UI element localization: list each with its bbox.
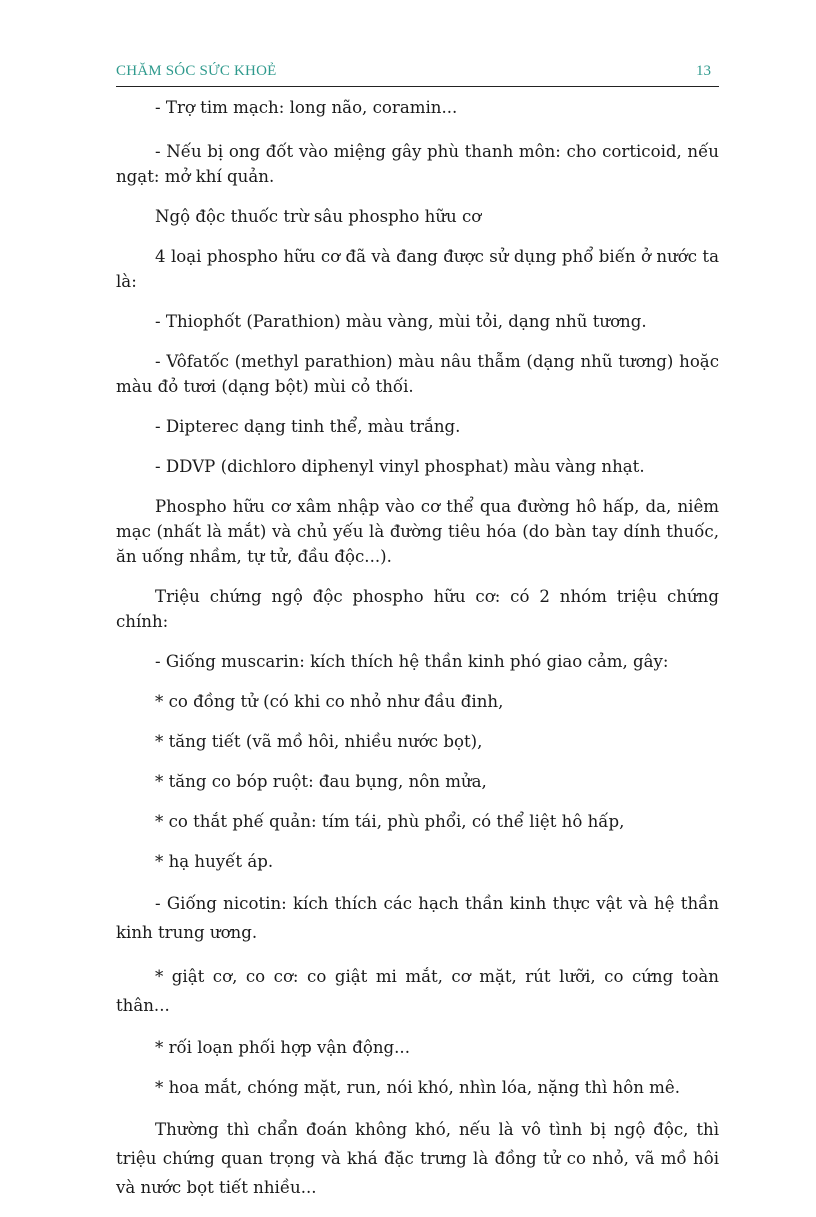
paragraph: Triệu chứng ngộ độc phospho hữu cơ: có 2 nhóm triệu chứng chính: bbox=[116, 587, 719, 631]
list-item: * tăng tiết (vã mồ hôi, nhiều nước bọt), bbox=[155, 732, 483, 751]
running-header bbox=[116, 60, 719, 87]
page-body bbox=[116, 95, 719, 1217]
list-item: * rối loạn phối hợp vận động... bbox=[155, 1038, 410, 1057]
paragraph: 4 loại phospho hữu cơ đã và đang được sử dụng phổ biến ở nước ta là: bbox=[116, 247, 719, 291]
list-item: - Giống muscarin: kích thích hệ thần kinh phó giao cảm, gây: bbox=[155, 652, 669, 671]
paragraph: - Trợ tim mạch: long não, coramin... bbox=[155, 98, 458, 117]
page-number: 13 bbox=[696, 63, 711, 79]
paragraph: Phospho hữu cơ xâm nhập vào cơ thể qua đường hô hấp, da, niêm mạc (nhất là mắt) và chủ yếu là đường tiêu hóa (do bàn tay dính thuốc, ăn uống nhầm, tự tử, đầu độc...). bbox=[116, 497, 719, 566]
list-item: - Thiophốt (Parathion) màu vàng, mùi tỏi, dạng nhũ tương. bbox=[155, 312, 647, 331]
section-heading: Ngộ độc thuốc trừ sâu phospho hữu cơ bbox=[155, 207, 482, 226]
list-item: * tăng co bóp ruột: đau bụng, nôn mửa, bbox=[155, 772, 487, 791]
list-item: * hạ huyết áp. bbox=[155, 852, 274, 871]
list-item: * hoa mắt, chóng mặt, run, nói khó, nhìn lóa, nặng thì hôn mê. bbox=[155, 1078, 681, 1097]
paragraph: - Nếu bị ong đốt vào miệng gây phù thanh môn: cho corticoid, nếu ngạt: mở khí quản. bbox=[116, 142, 719, 186]
list-item: * giật cơ, co cơ: co giật mi mắt, cơ mặt, rút lưỡi, co cứng toàn thân... bbox=[116, 967, 719, 1015]
paragraph: Thường thì chẩn đoán không khó, nếu là vô tình bị ngộ độc, thì triệu chứng quan trọng và khá đặc trưng là đồng tử co nhỏ, vã mồ hôi và nước bọt tiết nhiều... bbox=[116, 1120, 719, 1197]
list-item: * co thắt phế quản: tím tái, phù phổi, có thể liệt hô hấp, bbox=[155, 812, 625, 831]
list-item: * co đồng tử (có khi co nhỏ như đầu đinh, bbox=[155, 692, 504, 711]
list-item: - DDVP (dichloro diphenyl vinyl phosphat) màu vàng nhạt. bbox=[155, 457, 645, 476]
header-title: CHĂM SÓC SỨC KHOẺ bbox=[116, 63, 277, 79]
list-item: - Dipterec dạng tinh thể, màu trắng. bbox=[155, 417, 461, 436]
list-item: - Vôfatốc (methyl parathion) màu nâu thẫm (dạng nhũ tương) hoặc màu đỏ tươi (dạng bột) mùi cỏ thối. bbox=[116, 352, 719, 396]
list-item: - Giống nicotin: kích thích các hạch thần kinh thực vật và hệ thần kinh trung ương. bbox=[116, 894, 719, 942]
